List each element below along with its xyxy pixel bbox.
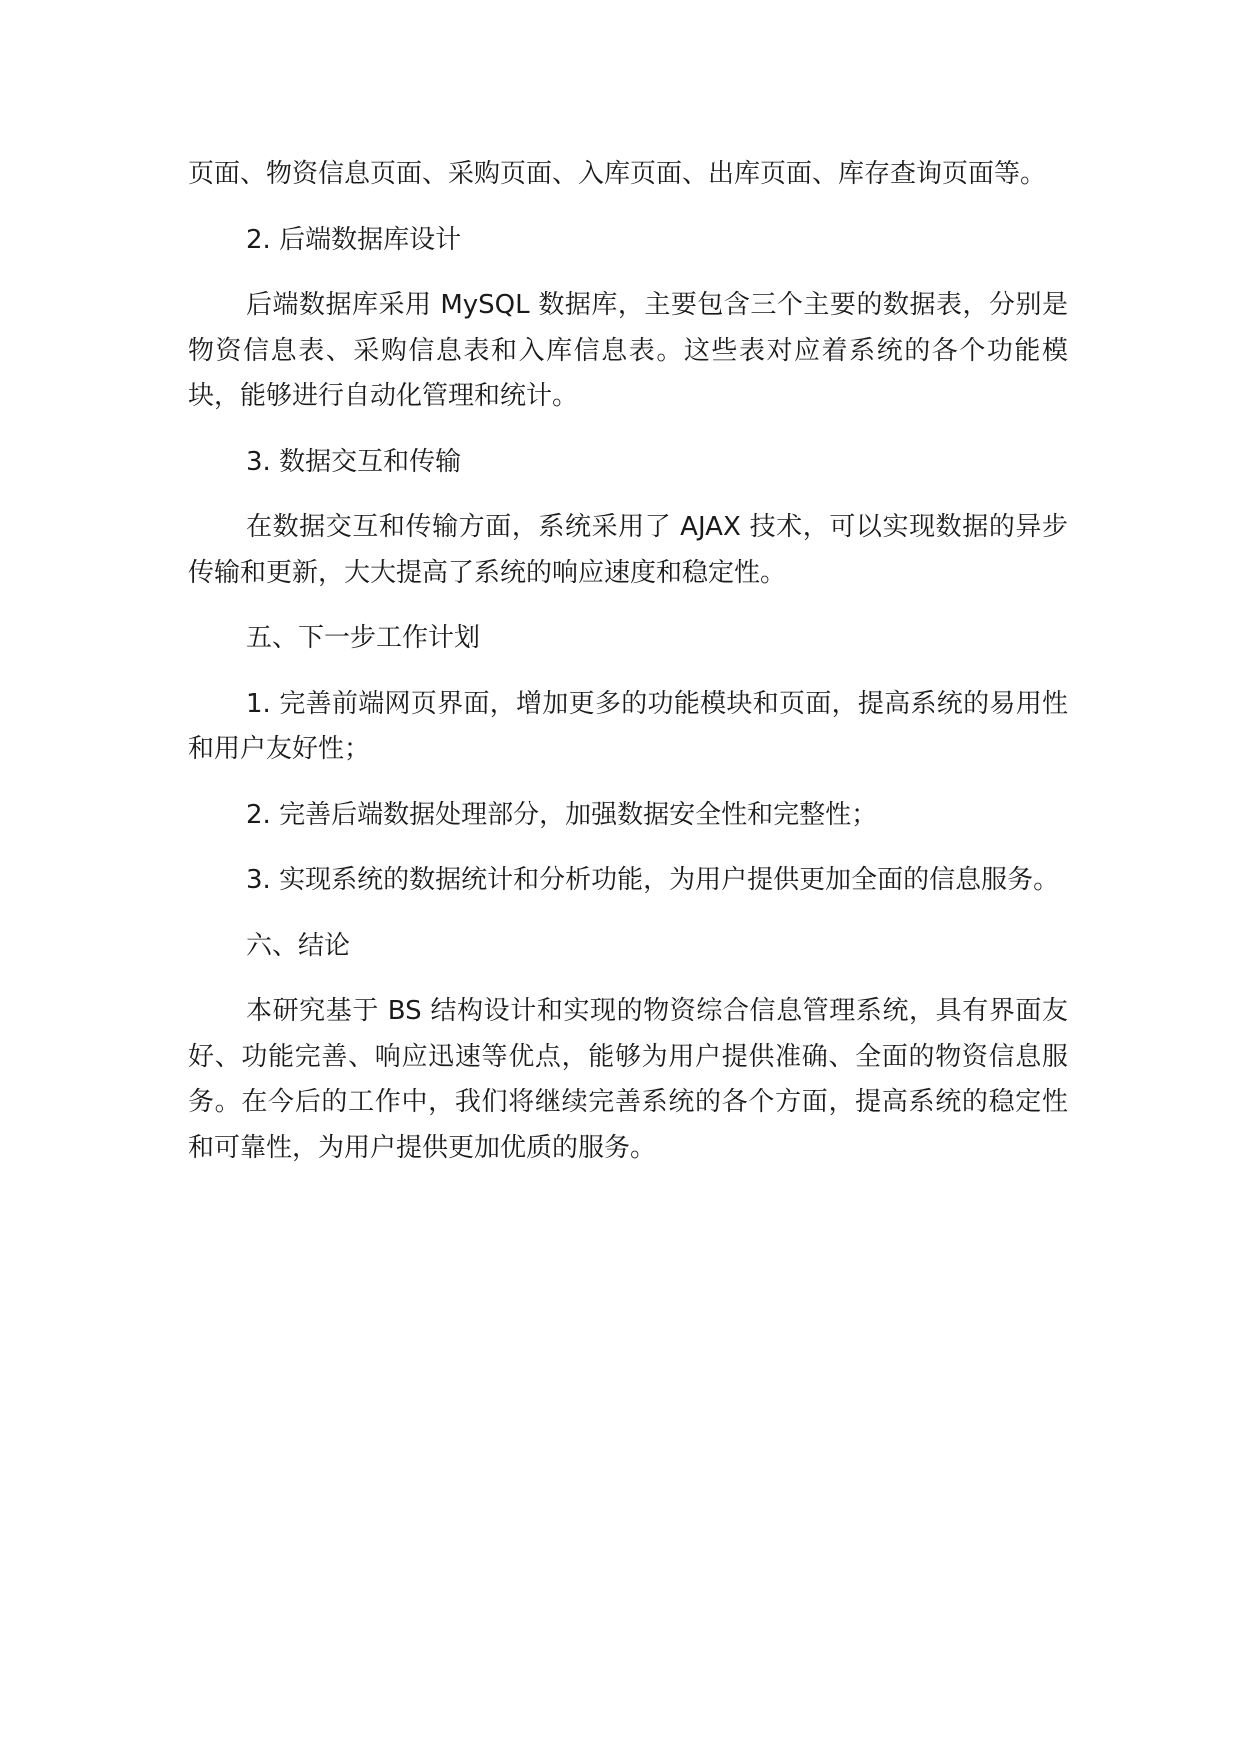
list-item-next-step-3: 3. 实现系统的数据统计和分析功能，为用户提供更加全面的信息服务。 (246, 865, 1060, 895)
paragraph-conclusion: 本研究基于 BS 结构设计和实现的物资综合信息管理系统，具有界面友好、功能完善、响应迅速等优点，能够为用户提供准确、全面的物资信息服务。在今后的工作中，我们将继续完善系统的各个方面，提高系统的稳定性和可靠性，为用户提供更加优质的服务。 (188, 996, 1068, 1163)
document-body (188, 152, 1068, 1191)
paragraph-backend-database: 后端数据库采用 MySQL 数据库，主要包含三个主要的数据表，分别是物资信息表、采购信息表和入库信息表。这些表对应着系统的各个功能模块，能够进行自动化管理和统计。 (188, 290, 1068, 411)
list-item-next-step-2: 2. 完善后端数据处理部分，加强数据安全性和完整性； (246, 799, 878, 830)
list-item-next-step-1: 1. 完善前端网页界面，增加更多的功能模块和页面，提高系统的易用性和用户友好性； (188, 688, 1068, 764)
heading-conclusion: 六、结论 (246, 930, 351, 961)
heading-data-exchange: 3. 数据交互和传输 (246, 446, 462, 477)
paragraph-continuation: 页面、物资信息页面、采购页面、入库页面、出库页面、库存查询页面等。 (188, 159, 1047, 189)
paragraph-data-exchange: 在数据交互和传输方面，系统采用了 AJAX 技术，可以实现数据的异步传输和更新，大大提高了系统的响应速度和稳定性。 (188, 512, 1068, 588)
heading-backend-database: 2. 后端数据库设计 (246, 224, 462, 255)
heading-next-steps: 五、下一步工作计划 (246, 623, 481, 653)
